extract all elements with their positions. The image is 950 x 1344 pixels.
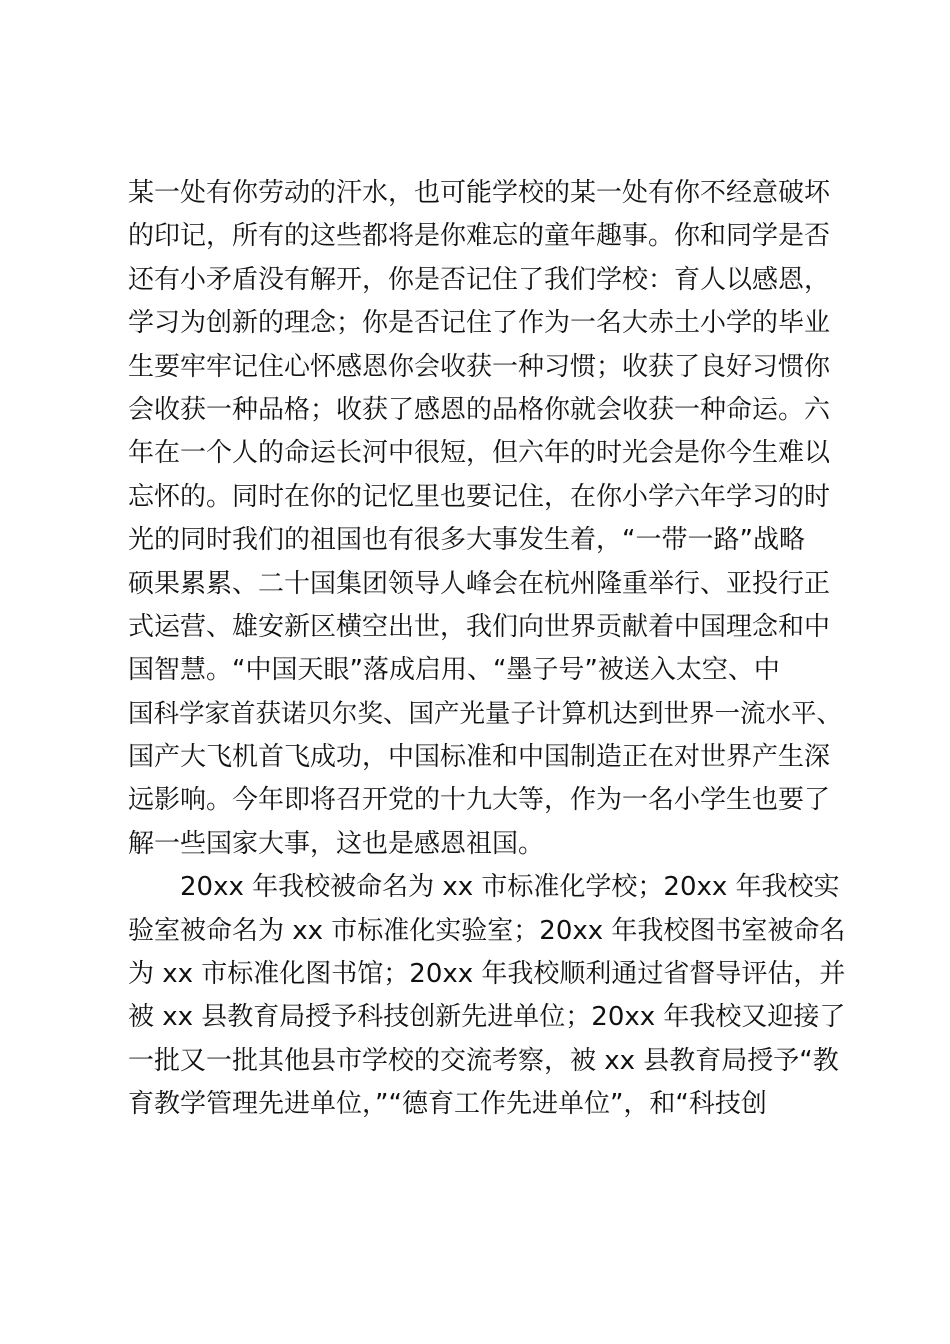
text-line: 式运营、雄安新区横空出世，我们向世界贡献着中国理念和中	[128, 611, 831, 642]
paragraph-first-line: 20xx 年我校被命名为 xx 市标准化学校；20xx 年我校实	[180, 872, 840, 903]
text-line: 硕果累累、二十国集团领导人峰会在杭州隆重举行、亚投行正	[128, 568, 831, 599]
text-line: 某一处有你劳动的汗水，也可能学校的某一处有你不经意破坏	[128, 178, 831, 208]
text-line: 一批又一批其他县市学校的交流考察，被 xx 县教育局授予“教	[128, 1045, 839, 1076]
text-line: 年在一个人的命运长河中很短，但六年的时光会是你今生难以	[128, 438, 831, 469]
body-text	[128, 172, 848, 1127]
text-line: 会收获一种品格；收获了感恩的品格你就会收获一种命运。六	[128, 394, 831, 425]
text-line: 忘怀的。同时在你的记忆里也要记住，在你小学六年学习的时	[128, 481, 831, 512]
text-line: 国智慧。“中国天眼”落成启用、“墨子号”被送入太空、中	[128, 655, 780, 686]
text-line: 光的同时我们的祖国也有很多大事发生着，“一带一路”战略	[128, 525, 805, 556]
text-line: 为 xx 市标准化图书馆；20xx 年我校顺利通过省督导评估，并	[128, 959, 846, 990]
text-line: 育教学管理先进单位，”“德育工作先进单位”，和“科技创	[128, 1089, 767, 1120]
text-line: 国科学家首获诺贝尔奖、国产光量子计算机达到世界一流水平、	[128, 698, 843, 729]
text-line: 国产大飞机首飞成功，中国标准和中国制造正在对世界产生深	[128, 742, 831, 773]
text-line: 被 xx 县教育局授予科技创新先进单位；20xx 年我校又迎接了	[128, 1002, 846, 1033]
text-line: 生要牢牢记住心怀感恩你会收获一种习惯；收获了良好习惯你	[128, 351, 831, 382]
text-line: 的印记，所有的这些都将是你难忘的童年趣事。你和同学是否	[128, 221, 831, 252]
text-line: 学习为创新的理念；你是否记住了作为一名大赤土小学的毕业	[128, 308, 831, 339]
text-line: 解一些国家大事，这也是感恩祖国。	[128, 828, 545, 859]
text-line: 验室被命名为 xx 市标准化实验室；20xx 年我校图书室被命名	[128, 915, 846, 946]
text-line: 远影响。今年即将召开党的十九大等，作为一名小学生也要了	[128, 785, 831, 816]
text-line: 还有小矛盾没有解开，你是否记住了我们学校：育人以感恩，	[128, 264, 831, 295]
